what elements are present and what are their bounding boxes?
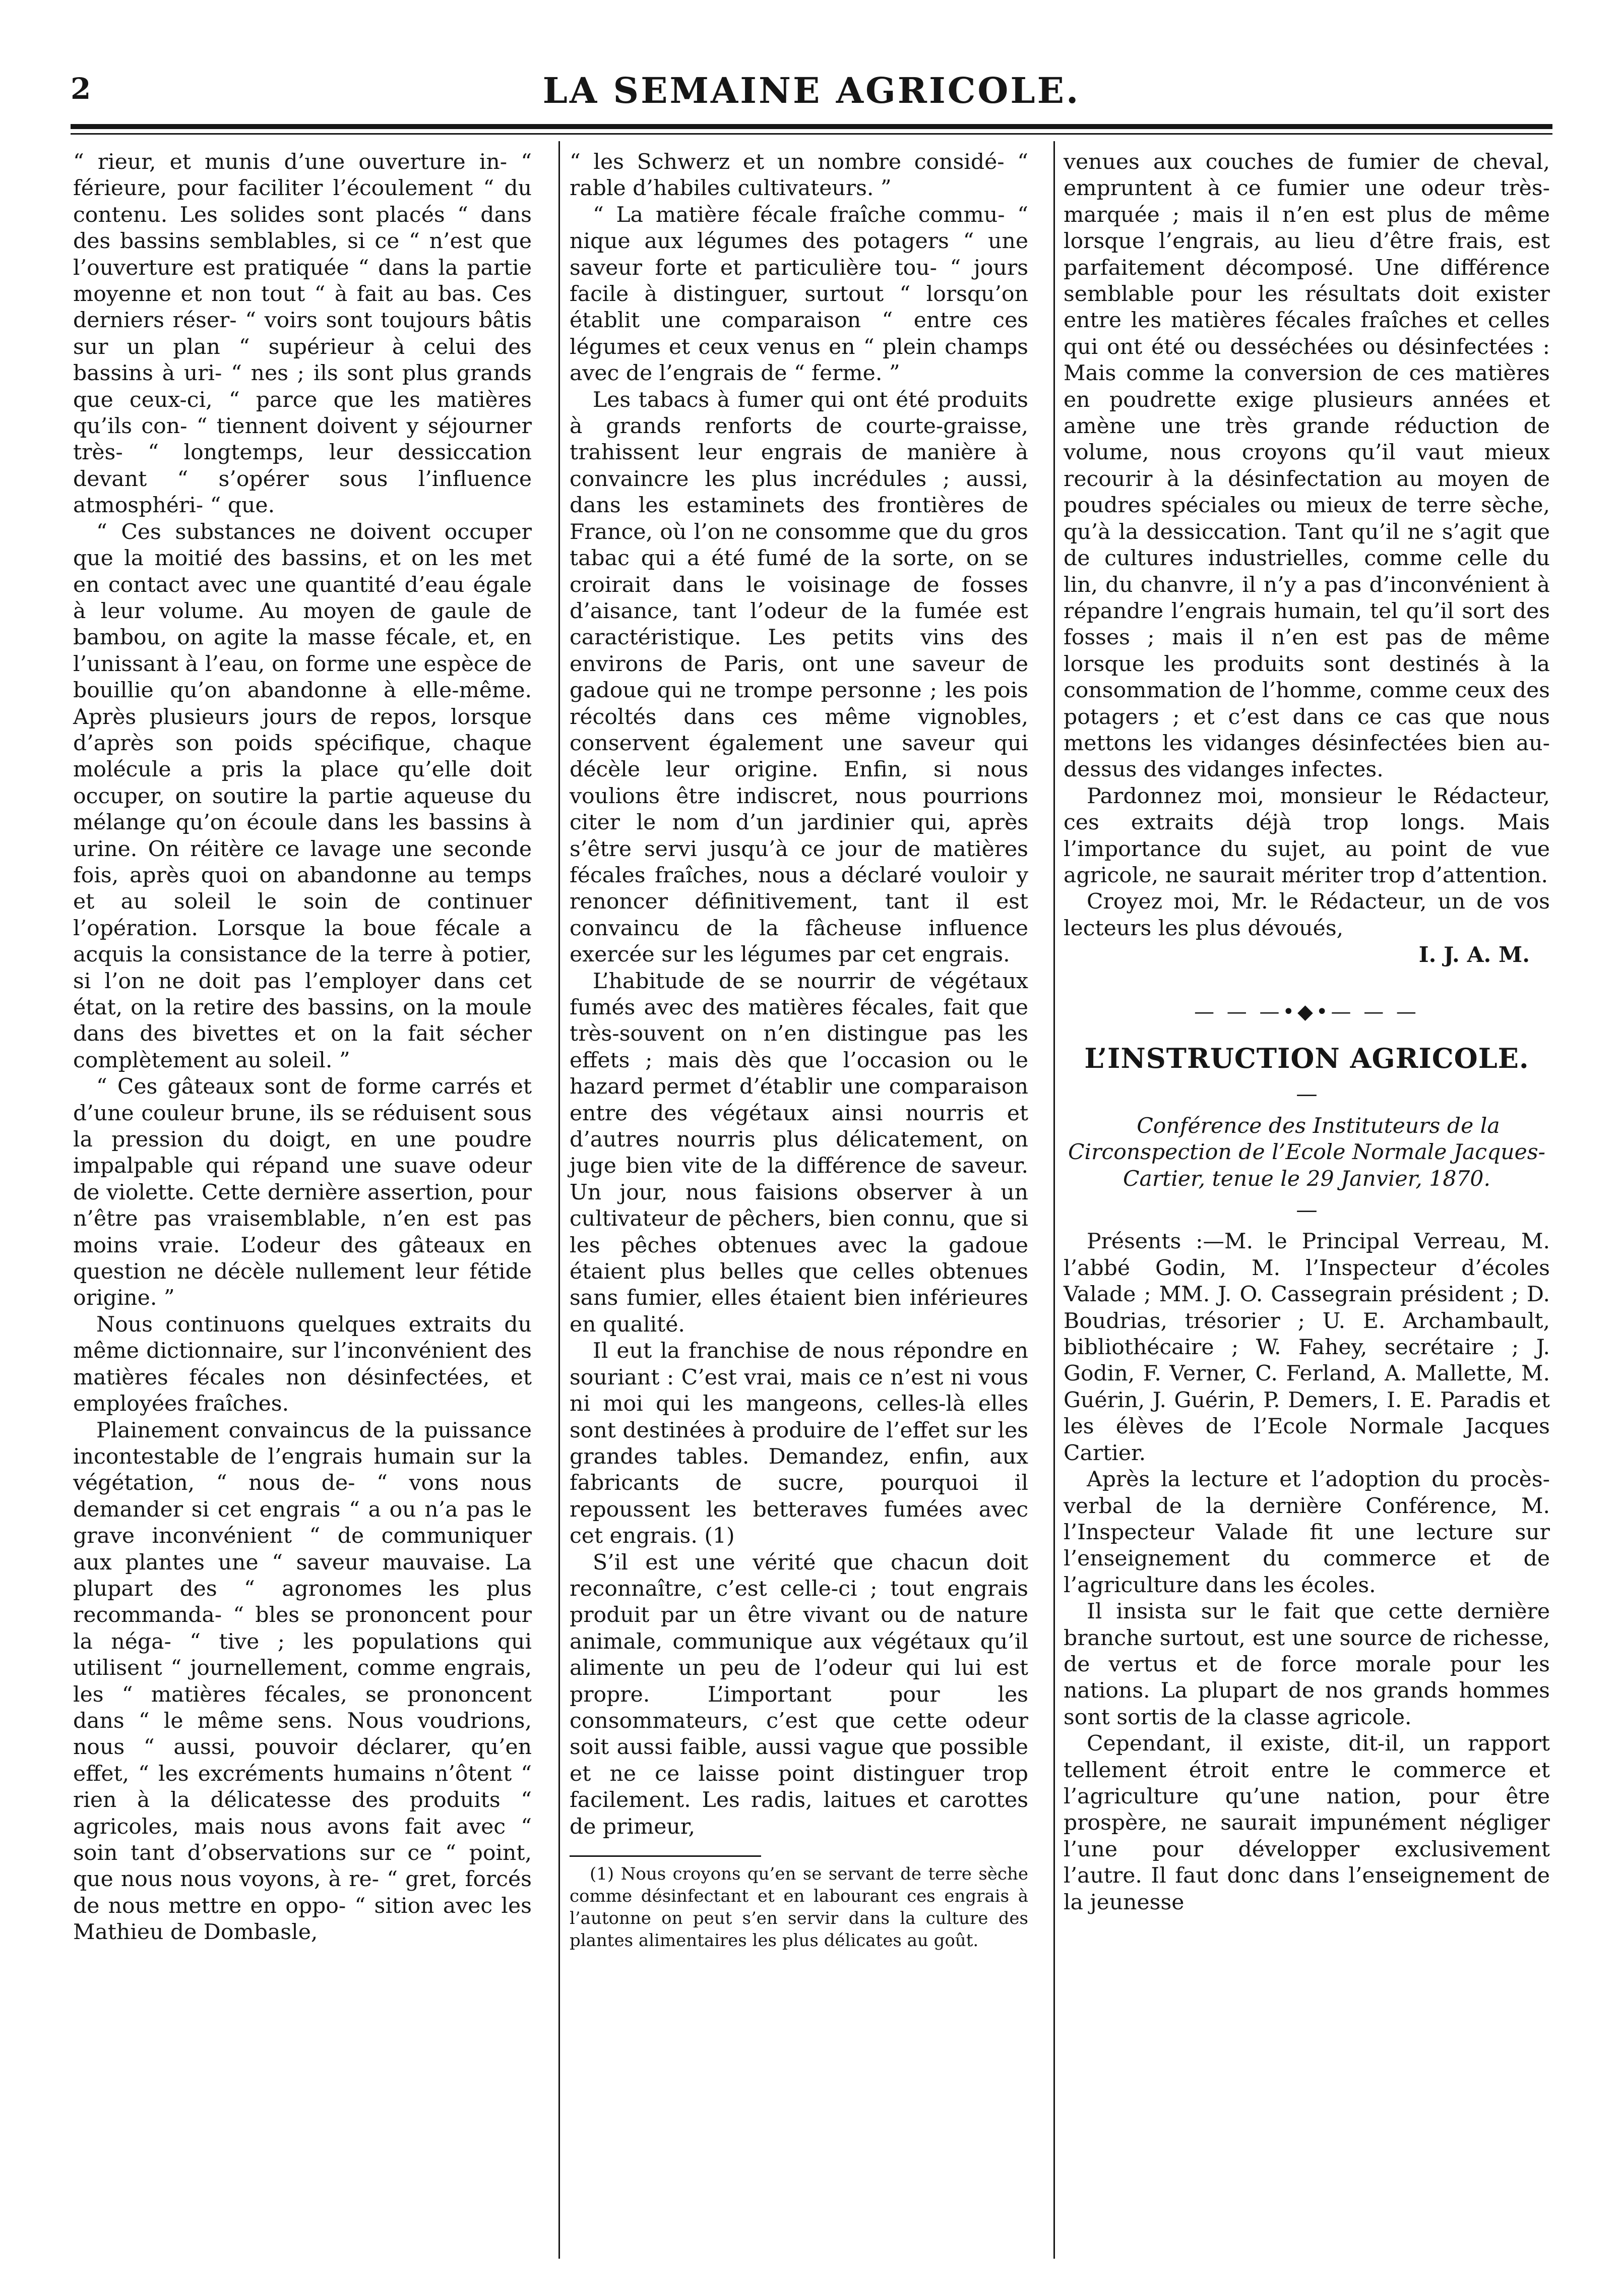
subtitle-dash: —	[1296, 1198, 1318, 1223]
journal-title: LA SEMAINE AGRICOLE.	[542, 70, 1081, 111]
column-divider-1	[558, 141, 560, 2259]
paragraph: Croyez moi, Mr. le Rédacteur, un de vos lecteurs les plus dévoués,	[1064, 889, 1550, 941]
column-1	[73, 149, 532, 1946]
column-divider-2	[1053, 141, 1055, 2259]
paragraph: venues aux couches de fumier de cheval, empruntent à ce fumier une odeur très-marquée ; mais il n’en est plus de même lorsque l’engrais, au lieu d’être frais, est parfaitement décomposé. Une différence semblable pour les résultats doit exister entre les matières fécales fraîches et celles qui ont été ou desséchées ou désinfectées : Mais comme la conversion de ces matières en poudrette exige plusieurs années et amène une très grande réduction de volume, nous croyons qu’il vaut mieux recourir à la désinfectation au moyen de poudres spéciales ou mieux de terre sèche, qu’à la dessiccation. Tant qu’il ne s’agit que de cultures industrielles, comme celle du lin, du chanvre, il n’y a pas d’inconvénient à répandre l’engrais humain, tel qu’il sort des fosses ; mais il n’en est pas de même lorsque les produits sont destinés à la consommation de l’homme, comme ceux des potagers ; et c’est dans ce cas que nous mettons les vidanges désinfectées bien au-dessus des vidanges infectes.	[1064, 150, 1550, 782]
paragraph: S’il est une vérité que chacun doit reconnaître, c’est celle-ci ; tout engrais produit par un être vivant ou de nature animale, communique aux végétaux qu’il alimente un peu de l’odeur qui lui est propre. L’important pour les consommateurs, c’est que cette odeur soit aussi faible, aussi vague que possible et ne ce laisse point distinguer trop facilement. Les radis, laitues et carottes de primeur,	[570, 1550, 1028, 1839]
ornament-divider: — — —•◆•— — —	[1194, 1000, 1419, 1023]
paragraph: Plainement convaincus de la puissance incontestable de l’engrais humain sur la végétation, “ nous de- “ vons nous demander si cet engrais “ a ou n’a pas le grave inconvénient “ de communiquer aux plantes une “ saveur mauvaise. La plupart des “ agronomes les plus recommanda- “ bles se prononcent pour la néga- “ tive ; les populations qui utilisent “ journellement, comme engrais, les “ matières fécales, se prononcent dans “ le même sens. Nous voudrions, nous “ aussi, pouvoir déclarer, qu’en effet, “ les excréments humains n’ôtent “ rien à la délicatesse des produits “ agricoles, mais nous avons fait avec “ soin tant d’observations sur ce “ point, que nous nous voyons, à re- “ gret, forcés de nous mettre en oppo- “ sition avec les Mathieu de Dombasle,	[73, 1418, 532, 1945]
column-2	[570, 149, 1028, 1952]
paragraph: Il insista sur le fait que cette dernière branche surtout, est une source de richesse, de vertus et de force morale pour les nations. La plupart de nos grands hommes sont sortis de la classe agricole.	[1064, 1599, 1550, 1730]
paragraph: “ Ces gâteaux sont de forme carrés et d’une couleur brune, ils se réduisent sous la pression du doigt, en une poudre impalpable qui répand une suave odeur de violette. Cette dernière assertion, pour n’être pas vraisemblable, n’en est pas moins vraie. L’odeur des gâteaux en question ne décèle nullement leur fétide origine. ”	[73, 1074, 532, 1311]
paragraph: “ rieur, et munis d’une ouverture in- “ férieure, pour faciliter l’écoulement “ du contenu. Les solides sont placés “ dans des bassins semblables, si ce “ n’est que l’ouverture est pratiquée “ dans la partie moyenne et non tout “ à fait au bas. Ces derniers réser- “ voirs sont toujours bâtis sur un plan “ supérieur à celui des bassins à uri- “ nes ; ils sont plus grands que ceux-ci, “ parce que les matières qu’ils con- “ tiennent doivent y séjourner très- “ longtemps, leur dessiccation devant “ s’opérer sous l’influence atmosphéri- “ que.	[73, 150, 532, 518]
conference-subtitle: Conférence des Instituteurs de la Circonspection de l’Ecole Normale Jacques-Cartier, tenue le 29 Janvier, 1870.	[1068, 1113, 1545, 1191]
paragraph: Pardonnez moi, monsieur le Rédacteur, ces extraits déjà trop longs. Mais l’importance du sujet, au point de vue agricole, ne saurait mériter trop d’attention.	[1064, 783, 1550, 888]
page-number: 2	[71, 72, 91, 106]
paragraph: Les tabacs à fumer qui ont été produits à grands renforts de courte-graisse, trahissent leur engrais de manière à convaincre les plus incrédules ; aussi, dans les estaminets des frontières de France, où l’on ne consomme que du gros tabac qui a été fumé de la sorte, on se croirait dans le voisinage de fosses d’aisance, tant l’odeur de la fumée est caractéristique. Les petits vins des environs de Paris, ont une saveur de gadoue qui ne trompe personne ; les pois récoltés dans ces même vignobles, conservent également une saveur qui décèle leur origine. Enfin, si nous voulions être indiscret, nous pourrions citer le nom d’un jardinier qui, après s’être servi jusqu’à ce jour de matières fécales fraîches, nous a déclaré vouloir y renoncer définitivement, tant il est convaincu de la fâcheuse influence exercée sur les légumes par cet engrais.	[570, 387, 1028, 968]
paragraph: Nous continuons quelques extraits du même dictionnaire, sur l’inconvénient des matières fécales non désinfectées, et employées fraîches.	[73, 1312, 532, 1417]
paragraph: “ les Schwerz et un nombre considé- “ rable d’habiles cultivateurs. ”	[570, 150, 1028, 201]
header-rule-thin	[71, 133, 1552, 135]
paragraph: “ Ces substances ne doivent occuper que la moitié des bassins, et on les met en contact avec une quantité d’eau égale à leur volume. Au moyen de gaule de bambou, on agite la masse fécale, et, en l’unissant à l’eau, on forme une espèce de bouillie qu’on abandonne à elle-même. Après plusieurs jours de repos, lorsque d’après son poids spécifique, chaque molécule a pris la place qu’elle doit occuper, on soutire la partie aqueuse du mélange qu’on écoule dans les bassins à urine. On réitère ce lavage une seconde fois, après quoi on abandonne au temps et au soleil le soin de continuer l’opération. Lorsque la boue fécale a acquis la consistance de la terre à potier, si l’on ne doit pas l’employer dans cet état, on la retire des bassins, on la moule dans des bivettes et on la fait sécher complètement au soleil. ”	[73, 519, 532, 1073]
title-dash: —	[1296, 1082, 1318, 1107]
paragraph: Après la lecture et l’adoption du procès-verbal de la dernière Conférence, M. l’Inspecteur Valade fit une lecture sur l’enseignement du commerce et de l’agriculture dans les écoles.	[1064, 1467, 1550, 1598]
column-3	[1064, 149, 1550, 1916]
paragraph: Il eut la franchise de nous répondre en souriant : C’est vrai, mais ce n’est ni vous ni moi qui les mangeons, celles-là elles sont destinées à produire de l’effet sur les grandes tables. Demandez, enfin, aux fabricants de sucre, pourquoi il repoussent les betteraves fumées avec cet engrais. (1)	[570, 1339, 1028, 1549]
header-rule-thick	[71, 124, 1552, 129]
paragraph: L’habitude de se nourrir de végétaux fumés avec des matières fécales, fait que très-souvent on n’en distingue pas les effets ; mais dès que l’occasion ou le hazard permet d’établir une comparaison entre des végétaux ainsi nourris et d’autres nourris plus délicatement, on juge bien vite de la différence de saveur. Un jour, nous faisions observer à un cultivateur de pêchers, bien connu, que si les pêches obtenues avec la gadoue étaient plus belles que celles obtenues sans fumier, elles étaient bien inférieures en qualité.	[570, 969, 1028, 1337]
paragraph: “ La matière fécale fraîche commu- “ nique aux légumes des potagers “ une saveur forte et particulière tou- “ jours facile à distinguer, surtout “ lorsqu’on établit une comparaison “ entre ces légumes et ceux venus en “ plein champs avec de l’engrais de “ ferme. ”	[570, 202, 1028, 386]
footnote-rule	[570, 1855, 761, 1857]
footnote: (1) Nous croyons qu’en se servant de terre sèche comme désinfectant et en labourant ces engrais à l’autonne on peut s’en servir dans la culture des plantes alimentaires les plus délicates au goût.	[570, 1864, 1028, 1951]
section-title: L’INSTRUCTION AGRICOLE.	[1084, 1042, 1529, 1074]
paragraph: Cependant, il existe, dit-il, un rapport tellement étroit entre le commerce et l’agriculture qu’une nation, pour être prospère, ne saurait impunément négliger l’une pour développer exclusivement l’autre. Il faut donc dans l’enseignement de la jeunesse	[1064, 1731, 1550, 1915]
signature: I. J. A. M.	[1418, 942, 1530, 968]
paragraph: Présents :—M. le Principal Verreau, M. l’abbé Godin, M. l’Inspecteur d’écoles Valade ; MM. J. O. Cassegrain président ; D. Boudrias, trésorier ; U. E. Archambault, bibliothécaire ; W. Fahey, secrétaire ; J. Godin, F. Verner, C. Ferland, A. Mallette, M. Guérin, J. Guérin, P. Demers, I. E. Paradis et les élèves de l’Ecole Normale Jacques Cartier.	[1064, 1229, 1550, 1466]
